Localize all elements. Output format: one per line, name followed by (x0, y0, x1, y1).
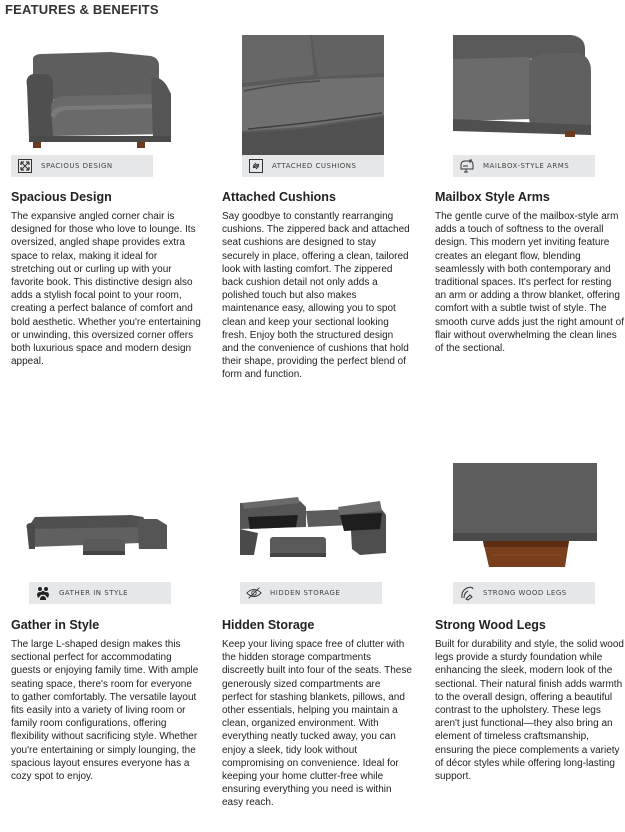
hidden-eye-icon (246, 585, 262, 601)
mailbox-arm-photo (453, 35, 591, 155)
feature-badge (240, 582, 382, 604)
feature-title: Attached Cushions (222, 190, 336, 204)
badge-label: GATHER IN STYLE (59, 589, 129, 597)
feature-title: Gather in Style (11, 618, 100, 632)
badge-label: HIDDEN STORAGE (270, 589, 341, 597)
feature-card-mailbox-style-arms (435, 30, 625, 390)
expand-arrows-icon (17, 158, 33, 174)
feature-description: The large L-shaped design makes this sectional perfect for accommodating guests or enjoying family time. With ample seating space, there's room for everyone to gather comfortably. The versatile layout fits easily into a variety of living room or family room configurations, offering flexibility without sacrificing style. Whether you're entertaining or simply lounging, the spacious layout ensures everyone has a cozy spot to enjoy. (11, 639, 199, 783)
badge-label: MAILBOX-STYLE ARMS (483, 162, 570, 170)
storage-sectional-photo (240, 463, 386, 578)
feature-card-hidden-storage (222, 458, 414, 832)
corner-chair-photo (11, 38, 171, 156)
feature-badge (453, 155, 595, 177)
feature-title: Strong Wood Legs (435, 618, 546, 632)
badge-label: STRONG WOOD LEGS (483, 589, 567, 597)
feature-card-strong-wood-legs (435, 458, 625, 818)
feature-description: Built for durability and style, the solid wood legs provide a sturdy foundation while enhancing the sleek, modern look of the sectional. Their natural finish adds warmth to the overall design, offering a beautiful contrast to the upholstery. These legs aren't just functional—they also bring an element of timeless craftsmanship, ensuring the piece complements a variety of décor styles while offering long-lasting support. (435, 639, 624, 783)
feature-card-attached-cushions (222, 30, 414, 430)
l-shaped-sectional-photo (11, 463, 171, 578)
feature-description: Say goodbye to constantly rearranging cushions. The zippered back and attached seat cushions are designed to stay securely in place, offering a clean, tailored look with lasting comfort. The zippered back cushion detail not only adds a polished touch but also makes maintenance easy, allowing you to spot clean and keep your sectional looking fresh. Enjoy both the structured design and the convenience of cushions that hold their shape, providing the perfect blend of form and function. (222, 211, 410, 381)
feature-title: Mailbox Style Arms (435, 190, 550, 204)
feature-card-spacious-design (11, 30, 203, 410)
feature-description: The gentle curve of the mailbox-style arm adds a touch of softness to the overall design. This modern yet inviting feature creates an elegant flow, blending seamlessly with both contemporary and traditional spaces. It's perfect for resting an arm or adding a throw blanket, offering comfort with a subtle twist of style. The smooth curve adds just the right amount of flair without overwhelming the clean lines of the sectional. (435, 211, 624, 355)
wood-leg-photo (453, 463, 597, 578)
badge-label: SPACIOUS DESIGN (41, 162, 113, 170)
page-title: FEATURES & BENEFITS (5, 2, 159, 17)
feature-badge (11, 155, 153, 177)
feature-badge (453, 582, 595, 604)
wood-leg-icon (459, 585, 475, 601)
feature-description: Keep your living space free of clutter with the hidden storage compartments discreetly built into four of the seats. These generously sized compartments are perfect for stashing blankets, pillows, and other essentials, helping you maintain a clean, organized environment. With everything neatly tucked away, you can enjoy a sleek, tidy look without compromising on convenience. Ideal for keeping your home clutter-free while ensuring everything you need is within easy reach. (222, 639, 412, 809)
cushions-photo (242, 35, 384, 155)
feature-badge (242, 155, 384, 177)
mailbox-icon (459, 158, 475, 174)
link-icon (248, 158, 264, 174)
feature-title: Spacious Design (11, 190, 112, 204)
feature-badge (29, 582, 171, 604)
badge-label: ATTACHED CUSHIONS (272, 162, 357, 170)
people-group-icon (35, 585, 51, 601)
feature-title: Hidden Storage (222, 618, 315, 632)
feature-description: The expansive angled corner chair is designed for those who love to lounge. Its oversized, angled shape provides extra space to relax, making it ideal for stretching out or curling up with your favorite book. This distinctive design also adds a stylish focal point to your room, creating a perfect balance of comfort and bold aesthetic. Whether you're entertaining or unwinding, this oversized corner offers both luxurious space and modern design appeal. (11, 211, 201, 368)
feature-card-gather-in-style (11, 458, 203, 828)
